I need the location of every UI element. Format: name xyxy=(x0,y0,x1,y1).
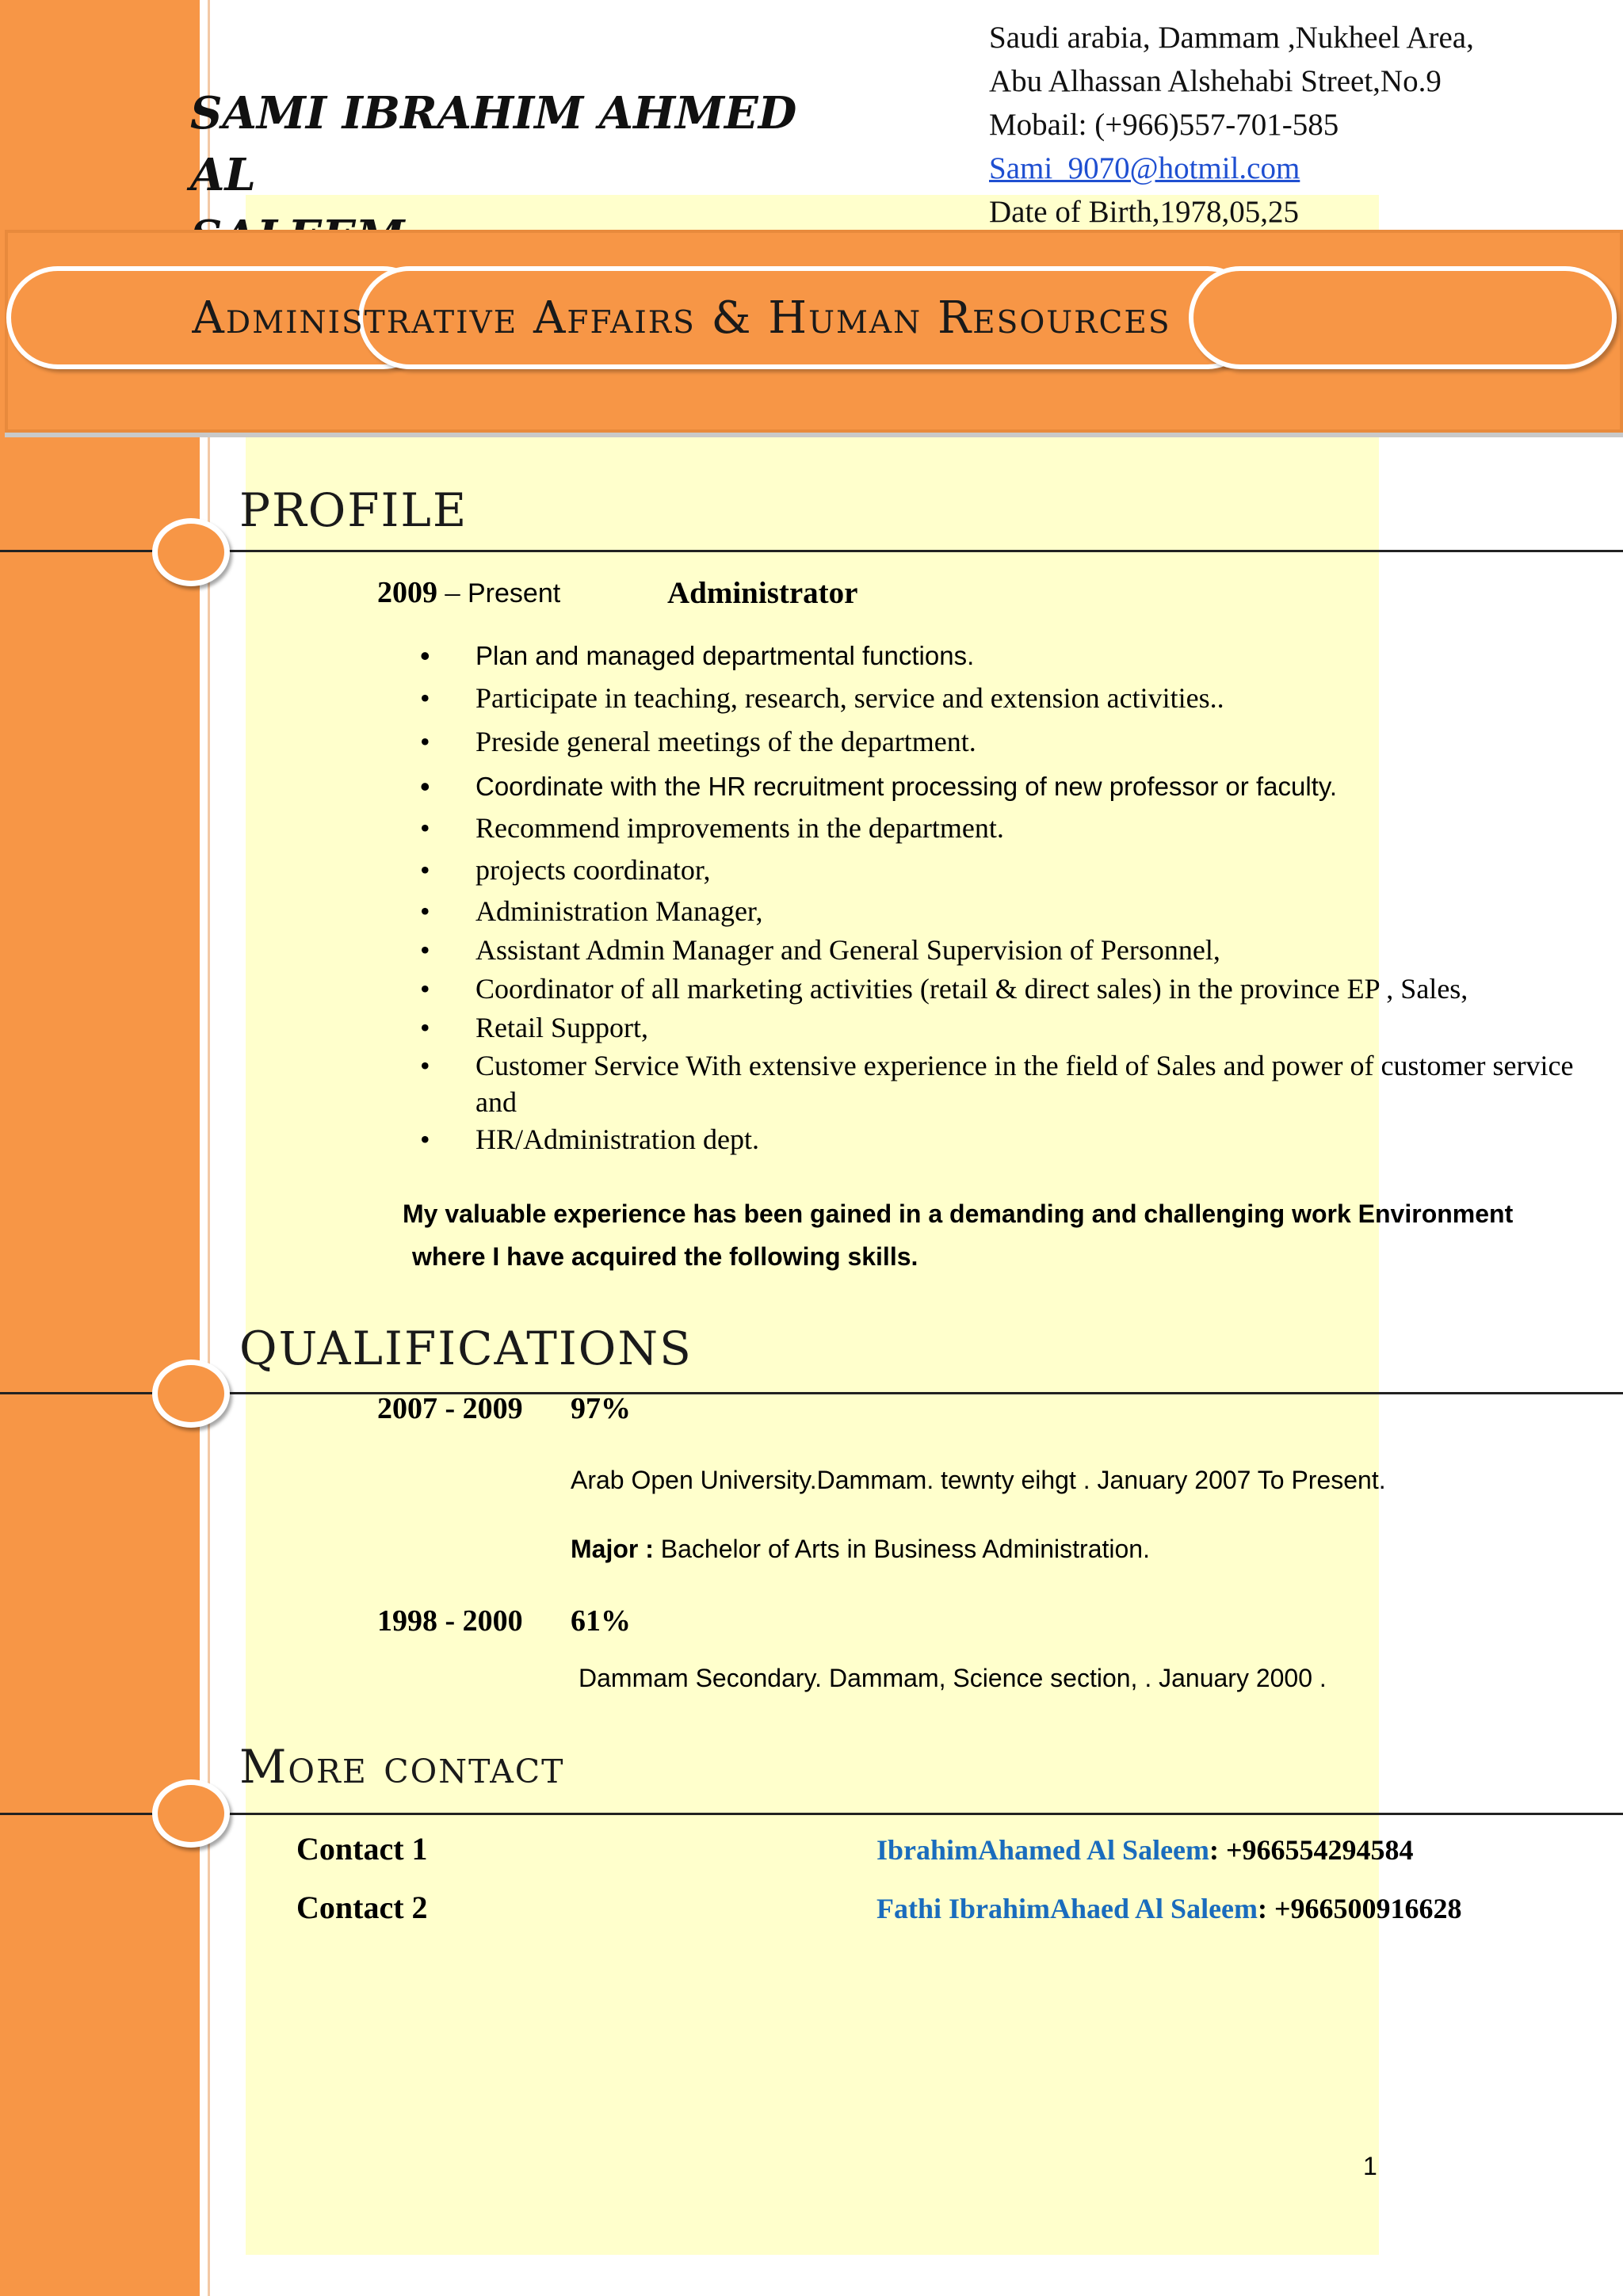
duties-list xyxy=(420,634,1593,1159)
name-line-1: SAMI IBRAHIM AHMED AL xyxy=(190,87,797,201)
banner-title: Administrative Affairs & Human Resources xyxy=(192,292,1171,344)
list-item: • Customer Service With extensive experience in the field of Sales and power of customer service and xyxy=(420,1047,1593,1120)
qualification-years: 2007 - 2009 xyxy=(377,1392,523,1425)
list-item: • Retail Support, xyxy=(420,1009,1593,1047)
list-item: • Coordinate with the HR recruitment processing of new professor or faculty. xyxy=(420,765,1593,808)
page-number: 1 xyxy=(1363,2152,1377,2180)
more-contact-knob-icon xyxy=(152,1779,230,1848)
profile-heading: PROFILE xyxy=(239,483,468,537)
more-contact-heading: More contact xyxy=(239,1740,565,1794)
email-link[interactable]: Sami_9070@hotmil.com xyxy=(989,151,1300,185)
list-item: • Participate in teaching, research, service and extension activities.. xyxy=(420,677,1593,719)
list-item: • HR/Administration dept. xyxy=(420,1120,1593,1159)
contact-person: IbrahimAhamed Al Saleem xyxy=(876,1834,1210,1866)
experience-summary xyxy=(403,1192,1591,1278)
job-present: Present xyxy=(468,578,561,608)
address-line-1: Saudi arabia, Dammam ,Nukheel Area, xyxy=(989,21,1474,55)
list-item: • Preside general meetings of the department. xyxy=(420,719,1593,765)
contact-label: Contact 2 xyxy=(296,1890,428,1925)
qualification-institution: Arab Open University.Dammam. tewnty eihgt . January 2007 To Present. xyxy=(571,1466,1386,1494)
list-item: • Plan and managed departmental functions. xyxy=(420,634,1593,677)
contact-phone: : +966554294584 xyxy=(1209,1834,1414,1866)
more-contact-rule xyxy=(0,1813,1623,1815)
contact-value xyxy=(876,1892,1462,1925)
contact-block xyxy=(989,16,1607,234)
summary-line-2: where I have acquired the following skills. xyxy=(412,1242,918,1271)
contact-phone: : +966500916628 xyxy=(1258,1893,1462,1924)
summary-line-1: My valuable experience has been gained in a demanding and challenging work Environment xyxy=(403,1199,1514,1228)
job-title: Administrator xyxy=(667,576,858,610)
list-item: • Recommend improvements in the department. xyxy=(420,808,1593,848)
qualifications-heading: QUALIFICATIONS xyxy=(239,1322,693,1375)
qualifications-knob-icon xyxy=(152,1360,230,1428)
list-item: • Coordinator of all marketing activities (retail & direct sales) in the province EP , Sales, xyxy=(420,970,1593,1009)
qualification-score: 61% xyxy=(571,1604,631,1638)
contact-label: Contact 1 xyxy=(296,1831,428,1867)
qualification-years: 1998 - 2000 xyxy=(377,1604,523,1638)
list-item: • Assistant Admin Manager and General Supervision of Personnel, xyxy=(420,931,1593,970)
qualifications-rule xyxy=(0,1392,1623,1394)
contact-value xyxy=(876,1833,1414,1867)
qualification-major xyxy=(571,1535,1150,1564)
qualification-score: 97% xyxy=(571,1392,631,1425)
profile-knob-icon xyxy=(152,518,230,586)
date-of-birth: Date of Birth,1978,05,25 xyxy=(989,195,1300,229)
mobile-number: Mobail: (+966)557-701-585 xyxy=(989,108,1339,142)
list-item: • projects coordinator, xyxy=(420,848,1593,892)
job-dash: – xyxy=(437,576,468,609)
contact-person: Fathi IbrahimAhaed Al Saleem xyxy=(876,1893,1258,1924)
profile-rule xyxy=(0,550,1623,552)
list-item: • Administration Manager, xyxy=(420,892,1593,931)
major-value: Bachelor of Arts in Business Administration. xyxy=(653,1535,1150,1563)
qualification-institution: Dammam Secondary. Dammam, Science section, . January 2000 . xyxy=(579,1664,1327,1692)
job-year: 2009 xyxy=(377,576,437,609)
job-line xyxy=(377,575,858,610)
major-label: Major : xyxy=(571,1535,654,1563)
address-line-2: Abu Alhassan Alshehabi Street,No.9 xyxy=(989,64,1442,98)
